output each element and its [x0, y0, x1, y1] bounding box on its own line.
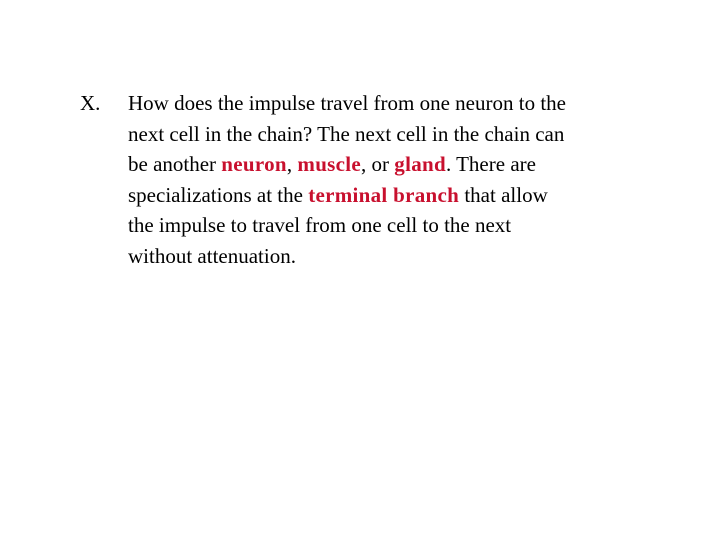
text-line-5 — [128, 210, 688, 241]
text-run: , — [286, 152, 298, 176]
item-marker: X. — [80, 91, 101, 115]
text-run: that allow — [459, 182, 548, 207]
keyword-muscle: muscle — [297, 152, 362, 176]
text-line-4 — [128, 180, 688, 211]
text-run: How does the impulse travel from one neuron to the — [128, 91, 566, 115]
keyword-neuron: neuron — [221, 152, 287, 176]
text-run: next cell in the chain? The next cell in the chain can — [128, 121, 565, 146]
item-text — [128, 88, 688, 271]
text-run: . There are — [445, 152, 536, 176]
text-run: be another — [128, 152, 222, 176]
text-line-1 — [128, 88, 688, 119]
text-run: specializations at the — [128, 182, 309, 207]
text-line-6 — [128, 241, 688, 272]
text-line-2 — [128, 119, 688, 150]
text-run: the impulse to travel from one cell to the next — [128, 213, 512, 237]
keyword-terminal-branch: terminal branch — [308, 182, 460, 207]
text-run: without attenuation. — [128, 243, 296, 268]
text-run: , or — [361, 152, 395, 176]
text-line-3 — [128, 149, 688, 180]
keyword-gland: gland — [394, 152, 446, 176]
